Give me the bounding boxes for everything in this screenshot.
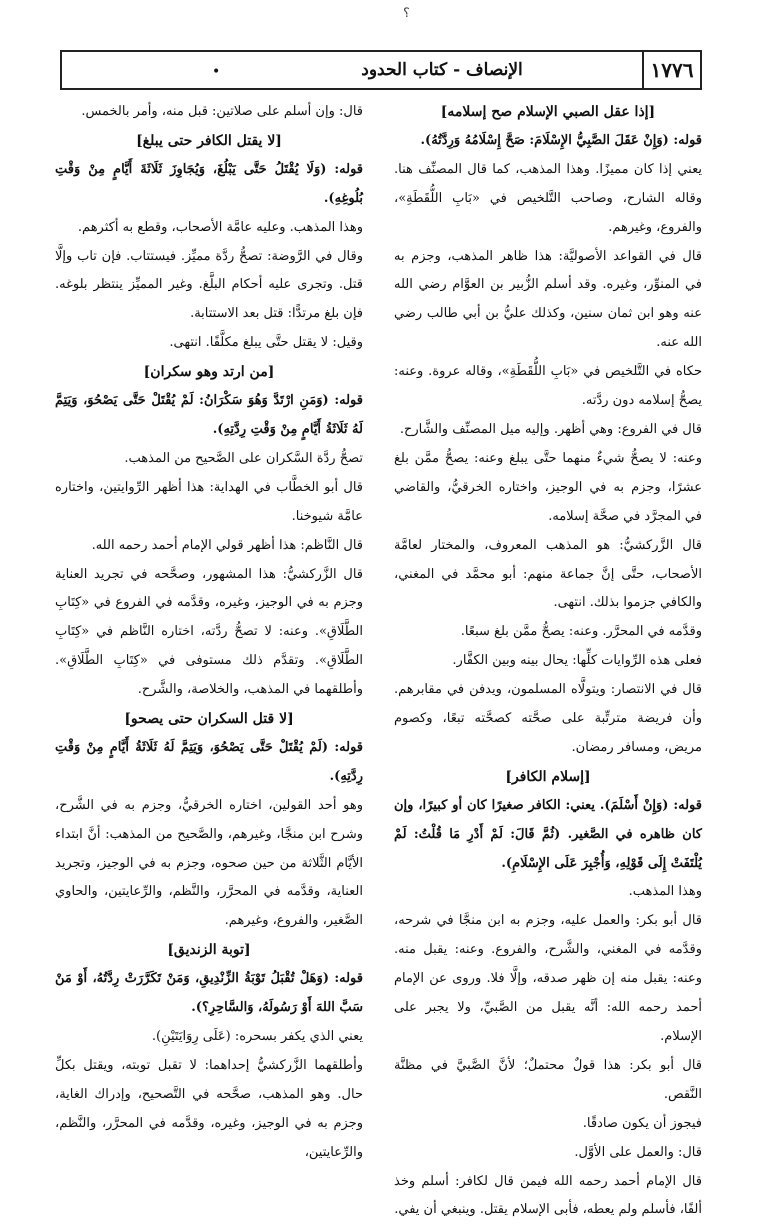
right-paragraph: قال: والعمل على الأوَّل. <box>574 1144 702 1160</box>
left-section-heading: [توبة الزنديق] <box>167 942 251 959</box>
left-paragraph: وهو أحد القولين، اختاره الخرقيُّ، وجزم به في الشَّرح، وشرح ابن منجَّا، وغيرهم، والصَّحيح من المذهب: أنَّ ابتداء الأيَّام الثَّلاثة من حين صحوه، وجزم به في الوجيز، وتجريد العناية، وقدَّمه في المحرَّر، والنَّظم، والرِّعايتين، والحاوي الصَّغير، والفروع، وغيرهم. <box>55 797 363 929</box>
left-paragraph: وقيل: لا يقتل حتَّى يبلغ مكلَّفًا. انتهى. <box>169 335 363 351</box>
left-section-heading: [من ارتد وهو سكران] <box>143 364 275 381</box>
right-paragraph: فعلى هذه الرِّوايات كلِّها: يحال بينه وبين الكفَّار. <box>452 653 702 669</box>
left-paragraph: وأطلقهما الزَّركشيُّ إحداهما: لا تقبل توبته، ويقتل بكلِّ حال. وهو المذهب، صحَّحه في التَّصحيح، وإدراك الغاية، وجزم به في الوجيز، وغيره، وقدَّمه في المحرَّر، والنَّظم، والرِّعايتين، <box>55 1057 363 1160</box>
right-quoted-passage: قوله: (وَإِنْ أَسْلَمَ). يعني: الكافر صغيرًا كان أو كبيرًا، وإن كان ظاهره في الصَّغير. (ثُمَّ قَالَ: لَمْ أَدْرِ مَا قُلْتُ: لَمْ يُلْتَفَتْ إِلَى قَوْلِهِ، وَأُجْبِرَ عَلَى الإِسْلَامِ). <box>394 797 702 871</box>
left-column <box>55 98 363 1160</box>
top-margin-mark: ؟ <box>403 6 410 21</box>
left-paragraph: قال: وإن أسلم على صلاتين: قبل منه، وأمر بالخمس. <box>81 104 363 119</box>
right-section-heading: [إذا عقل الصبي الإسلام صح إسلامه] <box>440 104 656 120</box>
left-paragraph: قال النَّاظم: هذا أظهر قولي الإمام أحمد رحمه الله. <box>91 537 363 553</box>
right-quoted-passage: قوله: (وَإِنْ عَقَلَ الصَّبِيُّ الإِسْلَامَ: صَحَّ إِسْلَامُهُ وَرِدَّتُهُ). <box>420 132 702 148</box>
left-paragraph: قال أبو الخطَّاب في الهداية: هذا أظهر الرِّوايتين، واختاره عامَّة شيوخنا. <box>55 479 363 524</box>
right-paragraph: فيجوز أن يكون صادقًا. <box>582 1115 702 1131</box>
right-paragraph: قال الزَّركشيُّ: هو المذهب المعروف، والمختار لعامَّة الأصحاب، حتَّى إنَّ جماعة منهم: أبو محمَّد في المغني، والكافي جزموا بذلك. انتهى. <box>394 537 702 611</box>
left-paragraph: قال الزَّركشيُّ: هذا المشهور، وصحَّحه في تجريد العناية وجزم به في الوجيز، وغيره، وقدَّمه في الفروع في «كِتَابِ الطَّلَاقِ». وعنه: لا تصحُّ ردَّته، اختاره النَّاظم في «كِتَابِ الطَّلَاقِ». وتقدَّم ذلك مستوفى في «كِتَابِ الطَّلَاقِ». وأطلقهما في المذهب، والخلاصة، والشَّرح. <box>55 566 363 698</box>
left-paragraph: تصحُّ ردَّة السَّكران على الصَّحيح من المذهب. <box>124 450 363 466</box>
right-paragraph: قال الإمام أحمد رحمه الله فيمن قال لكافر: أسلم وخذ ألفًا، فأسلم ولم يعطه، فأبى الإسلام يقتل. وينبغي أن يفي. <box>394 1173 702 1218</box>
right-paragraph: قال في القواعد الأصوليَّة: هذا ظاهر المذهب، وجزم به في المنوِّر، وغيره. وقد أسلم الزُّبير بن العوَّام رضي الله عنه وهو ابن ثمان سنين، وكذلك عليُّ بن أبي طالب رضي الله عنه. <box>394 248 702 351</box>
left-paragraph: وقال في الرَّوضة: تصحُّ ردَّة مميِّز. فيستتاب. فإن تاب وإلَّا قتل. وتجرى عليه أحكام البلَّغ. وغير المميِّز ينتظر بلوغه. فإن بلغ مرتدًّا: قتل بعد الاستتابة. <box>55 248 363 322</box>
running-title: الإنصاف - كتاب الحدود <box>361 60 523 80</box>
right-section-heading: [إسلام الكافر] <box>505 768 591 785</box>
left-paragraph: يعني الذي يكفر بسحره: (عَلَى رِوَايَتَيْنِ). <box>151 1029 363 1044</box>
left-quoted-passage: قوله: (وَهَلْ تُقْبَلُ تَوْبَةُ الزِّنْدِيقِ، وَمَنْ تَكَرَّرَتْ رِدَّتُهُ، أَوْ مَنْ سَبَّ اللهَ أَوْ رَسُولَهُ، وَالسَّاحِرِ؟). <box>55 971 363 1016</box>
left-quoted-passage: قوله: (وَلَا يُقْتَلُ حَتَّى يَبْلُغَ، وَيُجَاوِزَ ثَلَاثَةَ أَيَّامٍ مِنْ وَقْتِ بُلُوغِهِ). <box>55 161 363 206</box>
right-paragraph: قال في الانتصار: ويتولَّاه المسلمون، ويدفن في مقابرهم. وأن فريضة مترتِّبة على صحَّته كصحَّته تبعًا، وكصوم مريض، ومسافر رمضان. <box>394 682 702 755</box>
right-paragraph: قال أبو بكر: والعمل عليه، وجزم به ابن منجَّا في شرحه، وقدَّمه في المغني، والشَّرح، والفروع. وعنه: يقبل منه. وعنه: يقبل منه إن ظهر صدقه، وإلَّا فلا. وروى عن الإمام أحمد رحمه الله: أنَّه يقبل من الصَّبيِّ، ولا يجبر على الإسلام. <box>394 913 702 1044</box>
right-paragraph: قال أبو بكر: هذا قولٌ محتملٌ؛ لأنَّ الصَّبيَّ في مظنَّة النَّقص. <box>394 1057 702 1102</box>
left-section-heading: [لا قتل السكران حتى يصحو] <box>124 711 294 728</box>
right-paragraph: وقدَّمه في المحرَّر. وعنه: يصحُّ ممَّن بلغ سبعًا. <box>460 624 702 640</box>
left-quoted-passage: قوله: (وَمَنِ ارْتَدَّ وَهُوَ سَكْرَانُ: لَمْ يُقْتَلْ حَتَّى يَصْحُوَ، وَيَتِمَّ لَهُ ثَلَاثَةُ أَيَّامٍ مِنْ وَقْتِ رِدَّتِهِ). <box>55 393 363 437</box>
page-number: ١٧٧٦ <box>642 52 700 88</box>
left-section-heading: [لا يقتل الكافر حتى يبلغ] <box>136 132 282 149</box>
right-column <box>394 98 702 1218</box>
right-paragraph: قال في الفروع: وهي أظهر. وإليه ميل المصنِّف والشَّارح. <box>399 421 702 437</box>
right-paragraph: حكاه في التَّلخيص في «بَابِ اللُّقَطَةِ»، وقاله عروة. وعنه: يصحُّ إسلامه دون ردَّته. <box>394 364 702 409</box>
right-paragraph: وهذا المذهب. <box>628 884 702 900</box>
left-paragraph: وهذا المذهب. وعليه عامَّة الأصحاب، وقطع به أكثرهم. <box>77 219 363 235</box>
left-quoted-passage: قوله: (لَمْ يُقْتَلْ حَتَّى يَصْحُوَ، وَيَتِمَّ لَهُ ثَلَاثَةُ أَيَّامٍ مِنْ وَقْتِ رِدَّتِهِ). <box>55 739 363 784</box>
right-paragraph: يعني إذا كان مميزًا. وهذا المذهب، كما قال المصنِّف هنا. وقاله الشارح، وصاحب التَّلخيص في «بَابِ اللُّقَطَةِ»، والفروع، وغيرهم. <box>394 161 702 235</box>
page-header <box>60 50 702 90</box>
right-paragraph: وعنه: لا يصحُّ شيءٌ منهما حتَّى يبلغ وعنه: يصحُّ ممَّن بلغ عشرًا، وجزم به في الوجيز، واختاره الخرقيُّ، والقاضي في المجرَّد في صحَّة إسلامه. <box>394 450 702 524</box>
header-dot: • <box>212 64 221 80</box>
